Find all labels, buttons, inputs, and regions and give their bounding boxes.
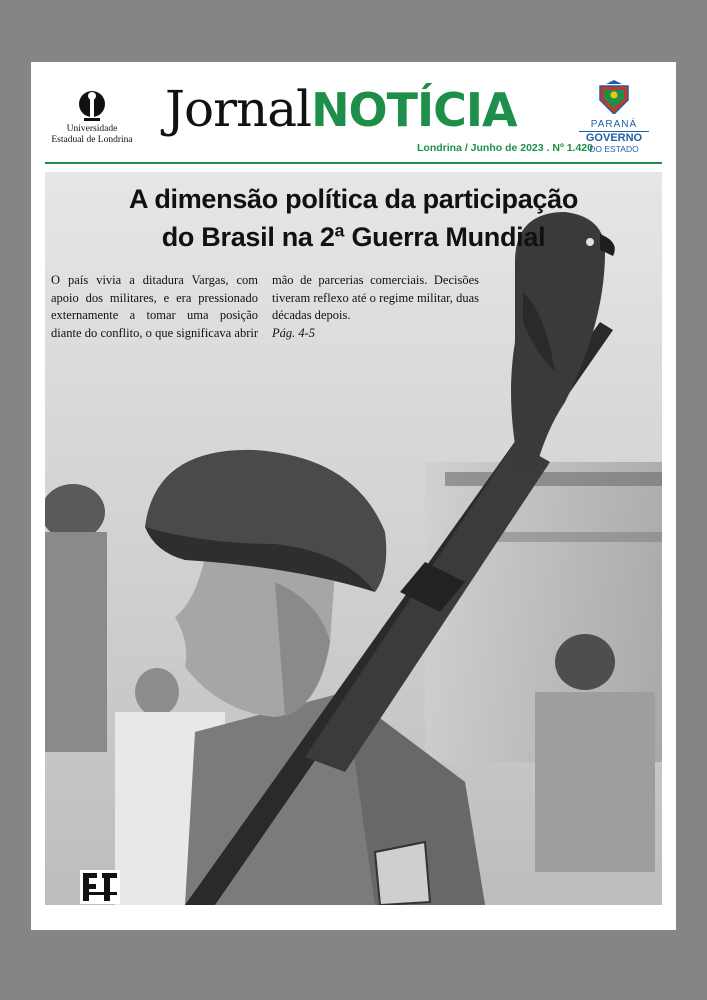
- parana-coat-of-arms-icon: [596, 80, 632, 114]
- government-state: PARANÁ: [590, 119, 638, 130]
- university-name-line1: Universidade: [66, 124, 118, 134]
- lead-text: O país vivia a ditadura Vargas, com apoio dos militares, e era pressionado externamente a tomar uma posição diante do conflito, o que significava abrir mão de parcerias comerciais. Decisões tiveram reflexo até o regime militar, duas décadas depois.: [51, 273, 479, 340]
- headline-line2: do Brasil na 2ª Guerra Mundial: [161, 222, 546, 252]
- cover-headline: [45, 180, 662, 256]
- header-divider: [45, 162, 662, 164]
- page-reference[interactable]: Pág. 4-5: [272, 325, 316, 340]
- university-name-line2: Estadual de Londrina: [51, 135, 133, 145]
- masthead-jornal: Jornal: [165, 80, 312, 138]
- masthead-noticia: NOTÍCIA: [311, 83, 517, 137]
- government-line1: GOVERNO: [579, 131, 649, 144]
- publisher-mark-icon: [80, 870, 120, 904]
- lead-paragraph: [51, 272, 479, 342]
- headline-line1: A dimensão política da participação: [128, 184, 579, 214]
- masthead-title: [165, 80, 517, 138]
- newspaper-cover: [31, 62, 676, 930]
- header: [31, 62, 676, 172]
- government-logo: [579, 80, 649, 154]
- issue-line: Londrina / Junho de 2023 . Nº 1.420: [417, 142, 593, 154]
- government-line2: DO ESTADO: [589, 144, 639, 154]
- uel-emblem-icon: [75, 90, 109, 122]
- university-logo: [45, 90, 139, 146]
